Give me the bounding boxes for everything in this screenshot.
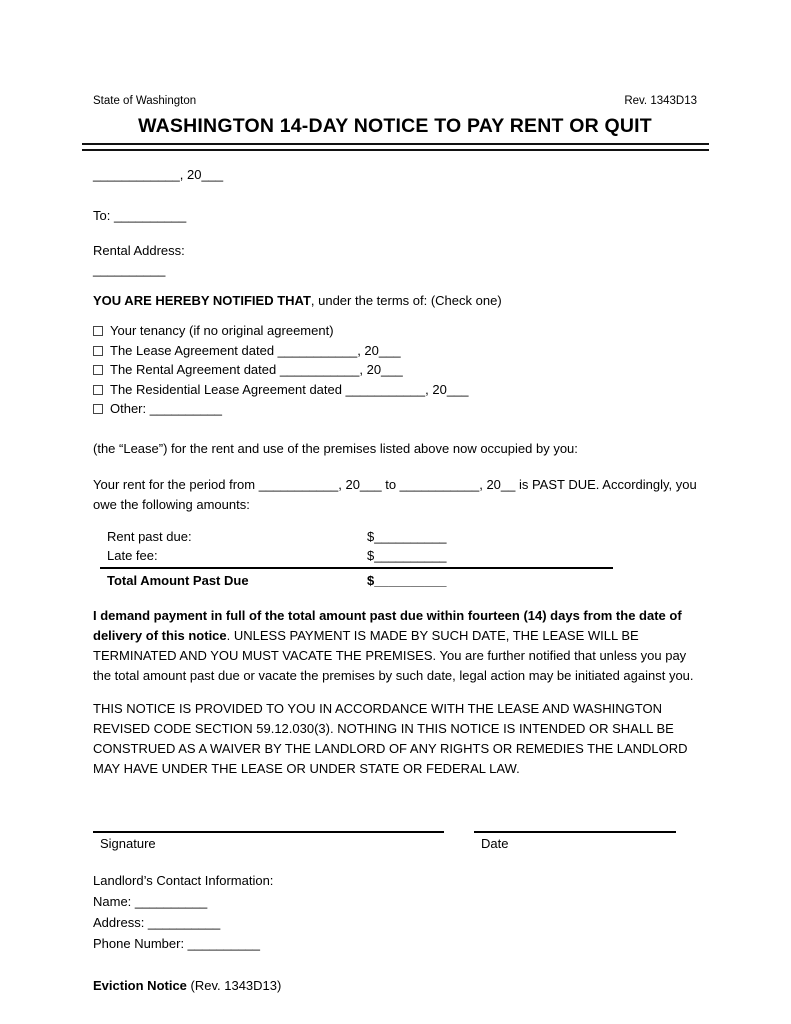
- table-row-total-past-due: [100, 569, 613, 591]
- demand-paragraph-bold: I demand payment in full of the total amount past due within fourteen (14) days from the date of delivery of this notice: [93, 608, 682, 643]
- rental-address-field: [93, 241, 697, 279]
- to-field: To: __________: [93, 208, 187, 223]
- state-label: State of Washington: [93, 95, 197, 107]
- rent-past-due-label: Rent past due:: [107, 528, 192, 544]
- checkbox-tenancy-label: Your tenancy (if no original agreement): [110, 323, 334, 338]
- date-label: Date: [481, 836, 509, 851]
- checkbox-rental-agreement[interactable]: [93, 365, 103, 375]
- table-row-late-fee: [100, 546, 613, 569]
- checkbox-tenancy[interactable]: [93, 326, 103, 336]
- checkbox-row-rental-agreement: [93, 360, 697, 380]
- checkbox-row-residential-lease: [93, 380, 697, 400]
- date-line[interactable]: [474, 831, 676, 833]
- statute-paragraph: THIS NOTICE IS PROVIDED TO YOU IN ACCORDANCE WITH THE LEASE AND WASHINGTON REVISED CODE SECTION 59.12.030(3). NOTHING IN THIS NOTICE IS INTENDED OR SHALL BE CONSTRUED AS A WAIVER BY THE LANDLORD OF ANY RIGHTS OR REMEDIES THE LANDLORD MAY HAVE UNDER THE LEASE OR UNDER STATE OR FEDERAL LAW.: [93, 701, 688, 776]
- checkbox-residential-lease[interactable]: [93, 385, 103, 395]
- rent-past-due-amount-blank: $__________: [367, 528, 447, 544]
- checkbox-other-label: Other: __________: [110, 401, 223, 416]
- title-divider: [82, 143, 709, 151]
- date-field: [474, 831, 676, 852]
- landlord-contact-section: [93, 870, 697, 954]
- rent-period-paragraph: Your rent for the period from ___________, 20___ to ___________, 20__ is PAST DUE. Accordingly, you owe the following amounts:: [93, 476, 697, 512]
- notified-statement-rest: , under the terms of: (Check one): [310, 293, 502, 308]
- landlord-contact-heading: Landlord’s Contact Information:: [93, 873, 274, 888]
- landlord-name-field: Name: __________: [93, 894, 208, 909]
- notified-statement-bold: YOU ARE HEREBY NOTIFIED THAT: [93, 293, 311, 308]
- checkbox-row-other: [93, 399, 697, 419]
- lease-definition-paragraph: (the “Lease”) for the rent and use of the premises listed above now occupied by you:: [93, 440, 578, 456]
- page-title: WASHINGTON 14-DAY NOTICE TO PAY RENT OR QUIT: [138, 115, 652, 137]
- table-row-rent-past-due: [100, 527, 613, 547]
- checkbox-row-lease-agreement: [93, 341, 697, 361]
- demand-paragraph-rest: . UNLESS PAYMENT IS MADE BY SUCH DATE, THE LEASE WILL BE TERMINATED AND YOU MUST VACATE THE PREMISES. You are further notified that unless you pay the total amount past due or vacate the premises by such date, legal action may be initiated against you.: [93, 628, 694, 683]
- signature-field: [93, 831, 444, 852]
- total-past-due-label: Total Amount Past Due: [107, 572, 249, 588]
- revision-label: Rev. 1343D13: [624, 95, 697, 107]
- signature-section: [93, 831, 697, 852]
- checkbox-lease-agreement-label: The Lease Agreement dated ___________, 20___: [110, 342, 401, 358]
- landlord-address-field: Address: __________: [93, 915, 221, 930]
- amount-table: [100, 527, 613, 591]
- late-fee-label: Late fee:: [107, 548, 158, 563]
- document-header: [93, 94, 697, 108]
- signature-line[interactable]: [93, 831, 444, 833]
- document-footer: [93, 978, 697, 994]
- notified-statement: [93, 293, 697, 308]
- checkbox-other[interactable]: [93, 404, 103, 414]
- late-fee-amount-blank: $__________: [367, 548, 447, 563]
- rental-address-blank: __________: [93, 262, 166, 277]
- total-past-due-amount-blank: $__________: [367, 572, 447, 588]
- footer-revision: (Rev. 1343D13): [186, 978, 282, 993]
- signature-label: Signature: [100, 836, 156, 851]
- demand-paragraph: [93, 606, 697, 686]
- footer-doc-type: Eviction Notice: [93, 978, 187, 993]
- landlord-phone-field: Phone Number: __________: [93, 936, 260, 951]
- checkbox-row-tenancy: [93, 321, 697, 341]
- agreement-checkbox-list: [93, 321, 697, 419]
- date-blank-line: ____________, 20___: [93, 167, 224, 182]
- checkbox-rental-agreement-label: The Rental Agreement dated ___________, 20___: [110, 362, 403, 377]
- checkbox-residential-lease-label: The Residential Lease Agreement dated ___________, 20___: [110, 381, 469, 397]
- checkbox-lease-agreement[interactable]: [93, 346, 103, 356]
- rental-address-label: Rental Address:: [93, 243, 185, 258]
